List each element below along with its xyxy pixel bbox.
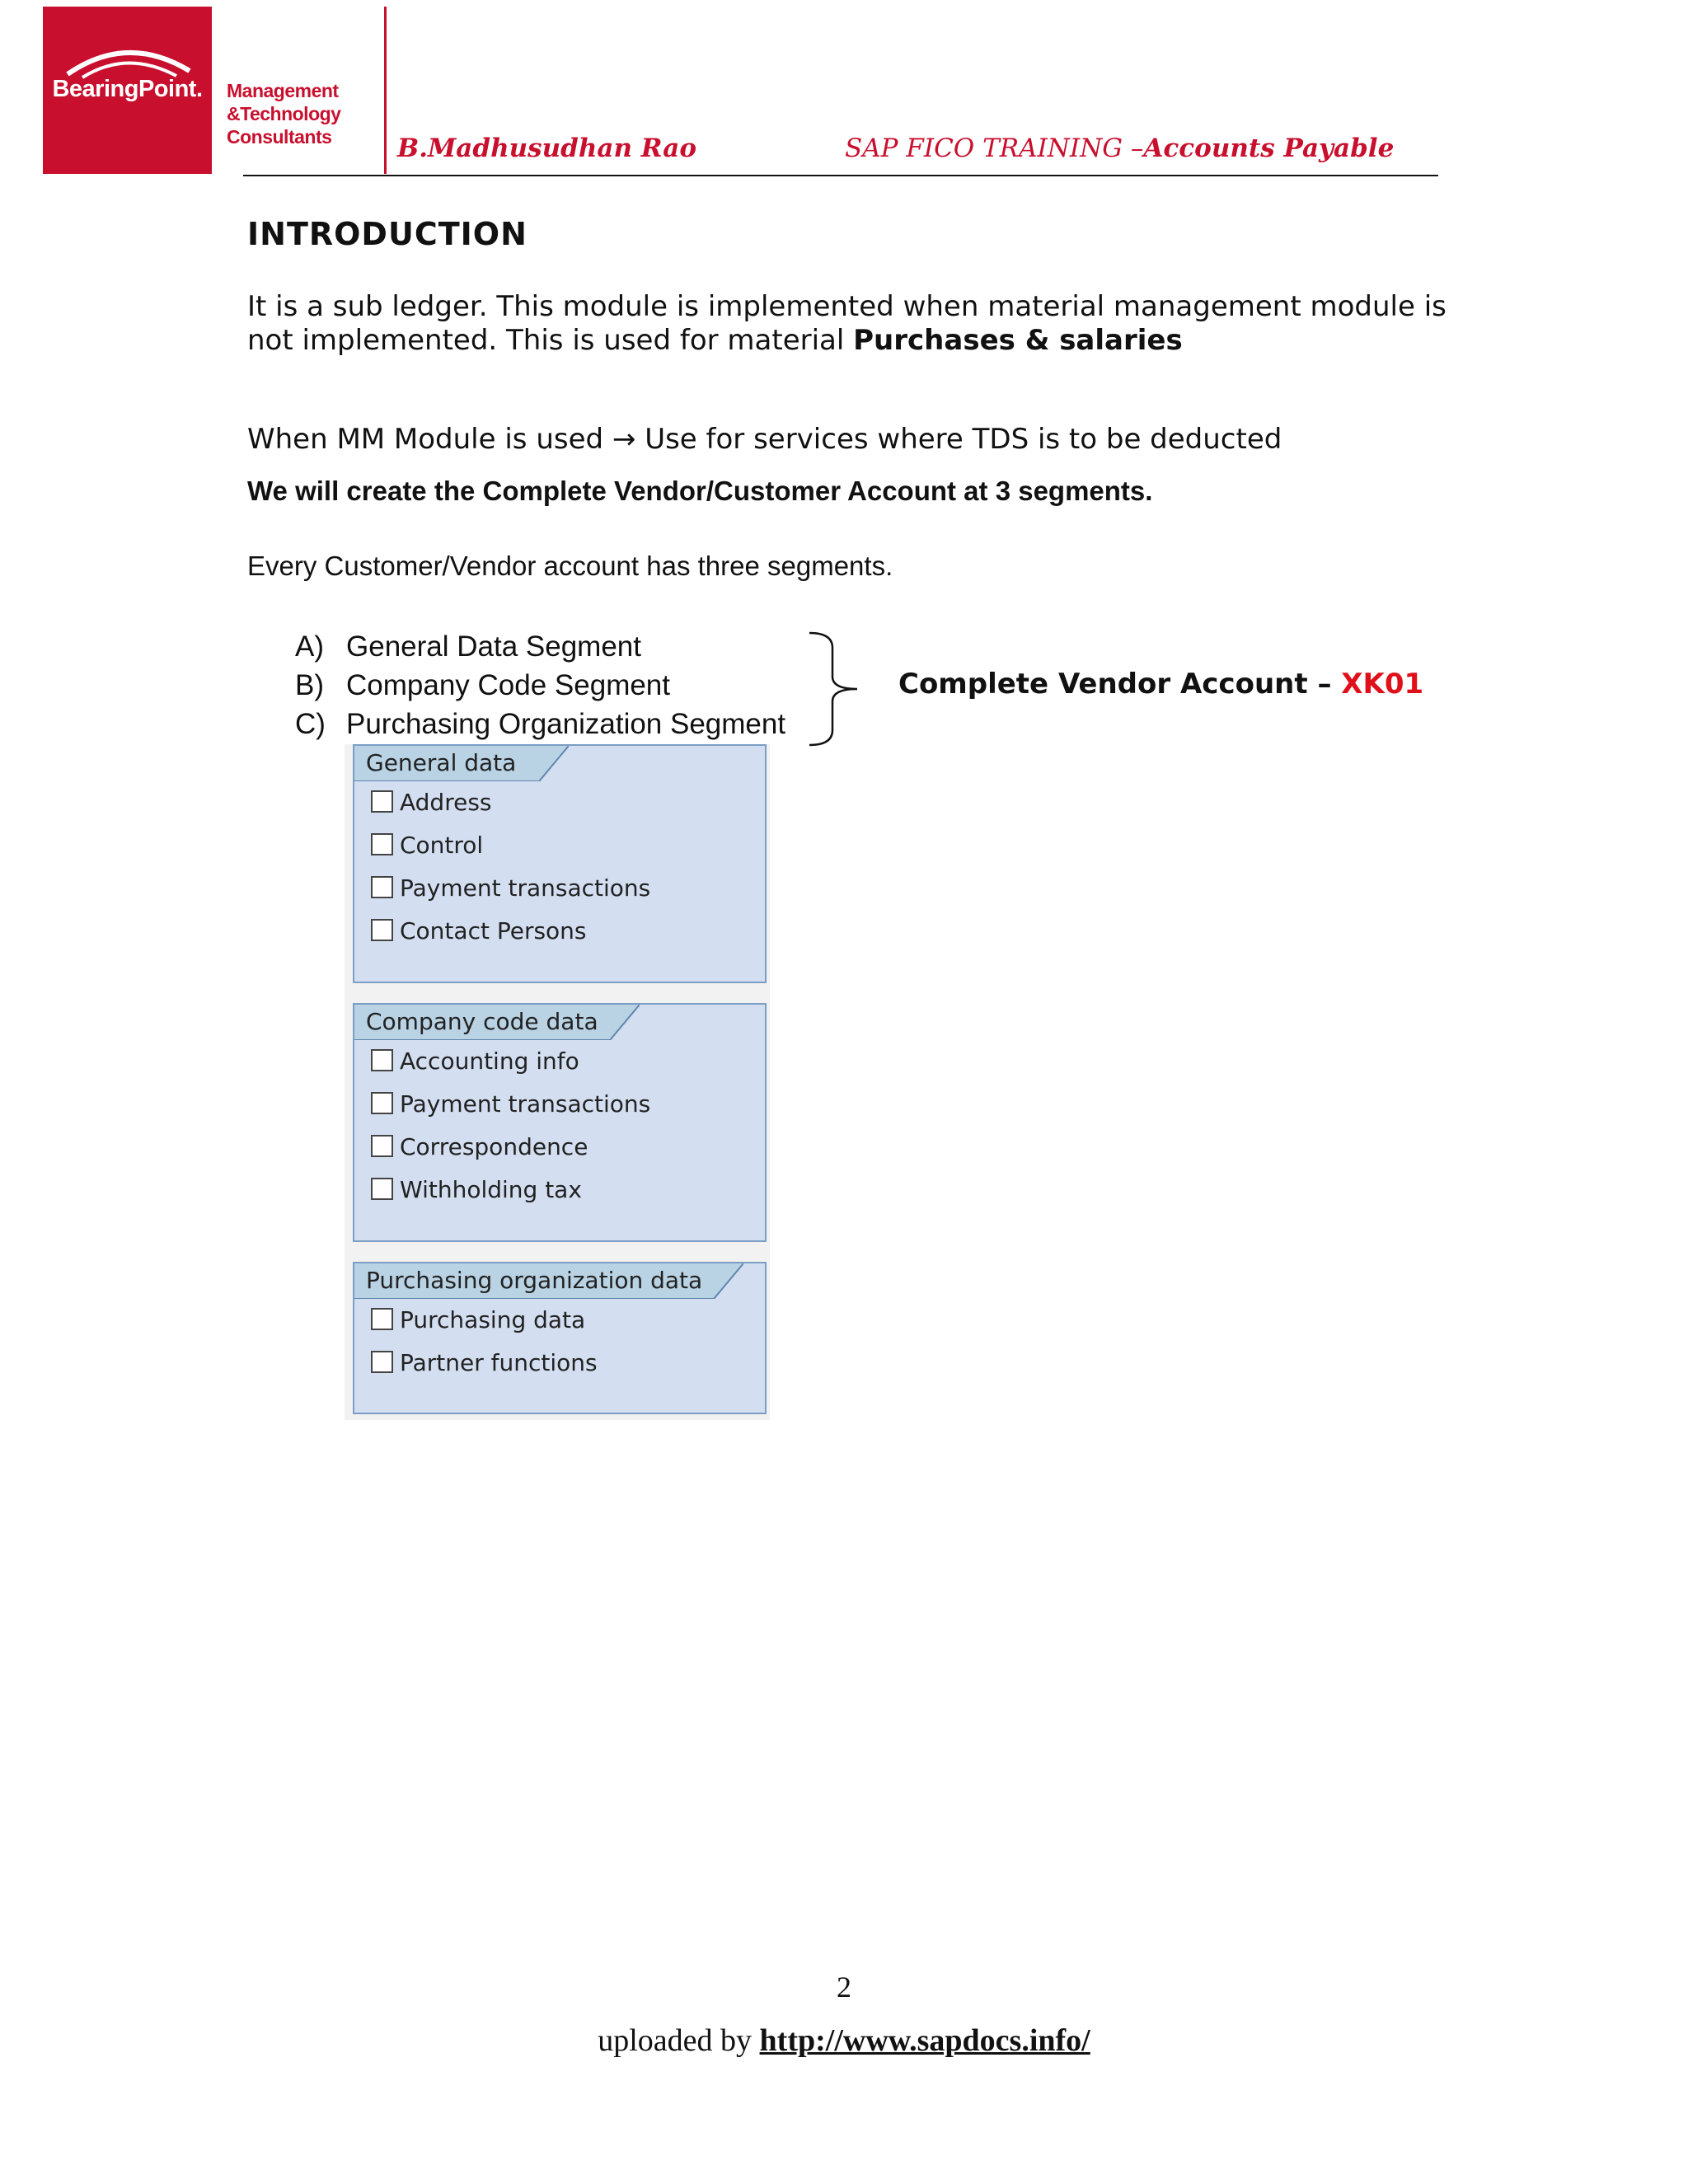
checkbox-purchasing-data[interactable]: Purchasing data xyxy=(371,1306,585,1334)
checkbox-control[interactable]: Control xyxy=(371,832,483,860)
panel-tab-title: Purchasing organization data xyxy=(354,1263,714,1299)
panel-tab-title: General data xyxy=(354,746,539,781)
checkbox-payment-transactions[interactable]: Payment transactions xyxy=(371,874,650,902)
bearingpoint-logo xyxy=(43,7,212,174)
checkbox-payment-transactions[interactable]: Payment transactions xyxy=(371,1090,650,1118)
checkbox-correspondence[interactable]: Correspondence xyxy=(371,1133,588,1161)
checkbox-accounting-info[interactable]: Accounting info xyxy=(371,1047,579,1076)
transaction-code: XK01 xyxy=(1341,668,1424,701)
page-heading: INTRODUCTION xyxy=(247,216,528,252)
checkbox[interactable] xyxy=(371,790,393,813)
checkbox[interactable] xyxy=(371,1308,393,1330)
list-item: B) Company Code Segment xyxy=(295,669,670,701)
list-item: C) Purchasing Organization Segment xyxy=(295,708,786,740)
header-divider xyxy=(384,7,387,174)
list-item: A) General Data Segment xyxy=(295,630,641,663)
segments-intro-line: Every Customer/Vendor account has three segments. xyxy=(247,551,893,581)
intro-paragraph: It is a sub ledger. This module is implemented when material management module is not implemented. This is used for material Purchases & salaries xyxy=(247,290,1447,357)
checkbox[interactable] xyxy=(371,1092,393,1114)
curly-brace-icon xyxy=(808,631,865,747)
checkbox-partner-functions[interactable]: Partner functions xyxy=(371,1349,598,1377)
checkbox-contact-persons[interactable]: Contact Persons xyxy=(371,917,587,945)
sapdocs-link[interactable]: http://www.sapdocs.info/ xyxy=(759,2023,1090,2058)
panel-general-data xyxy=(353,744,767,983)
checkbox[interactable] xyxy=(371,1135,393,1157)
panel-tab-title: Company code data xyxy=(354,1005,610,1040)
checkbox[interactable] xyxy=(371,919,393,941)
logo-arc-icon xyxy=(43,40,212,81)
mm-module-line: When MM Module is used → Use for services where TDS is to be deducted xyxy=(247,423,1282,456)
header-rule xyxy=(243,175,1438,176)
complete-vendor-account: Complete Vendor Account – XK01 xyxy=(898,668,1424,701)
checkbox[interactable] xyxy=(371,876,393,898)
segment-list xyxy=(295,627,785,743)
panel-purchasing-organization-data xyxy=(353,1262,767,1414)
checkbox[interactable] xyxy=(371,833,393,855)
logo-text: BearingPoint. xyxy=(52,76,203,102)
create-account-line: We will create the Complete Vendor/Customer Account at 3 segments. xyxy=(247,476,1153,506)
checkbox-address[interactable]: Address xyxy=(371,789,492,817)
company-tagline: Management &Technology Consultants xyxy=(227,80,341,148)
header-course: SAP FICO TRAINING –Accounts Payable xyxy=(845,134,1395,163)
uploaded-by: uploaded by http://www.sapdocs.info/ xyxy=(598,2023,1090,2058)
page-number: 2 xyxy=(837,1971,851,2004)
header-author: B.Madhusudhan Rao xyxy=(397,134,697,163)
checkbox-withholding-tax[interactable]: Withholding tax xyxy=(371,1176,582,1204)
checkbox[interactable] xyxy=(371,1049,393,1071)
checkbox[interactable] xyxy=(371,1351,393,1373)
panel-company-code-data xyxy=(353,1003,767,1242)
checkbox[interactable] xyxy=(371,1178,393,1200)
